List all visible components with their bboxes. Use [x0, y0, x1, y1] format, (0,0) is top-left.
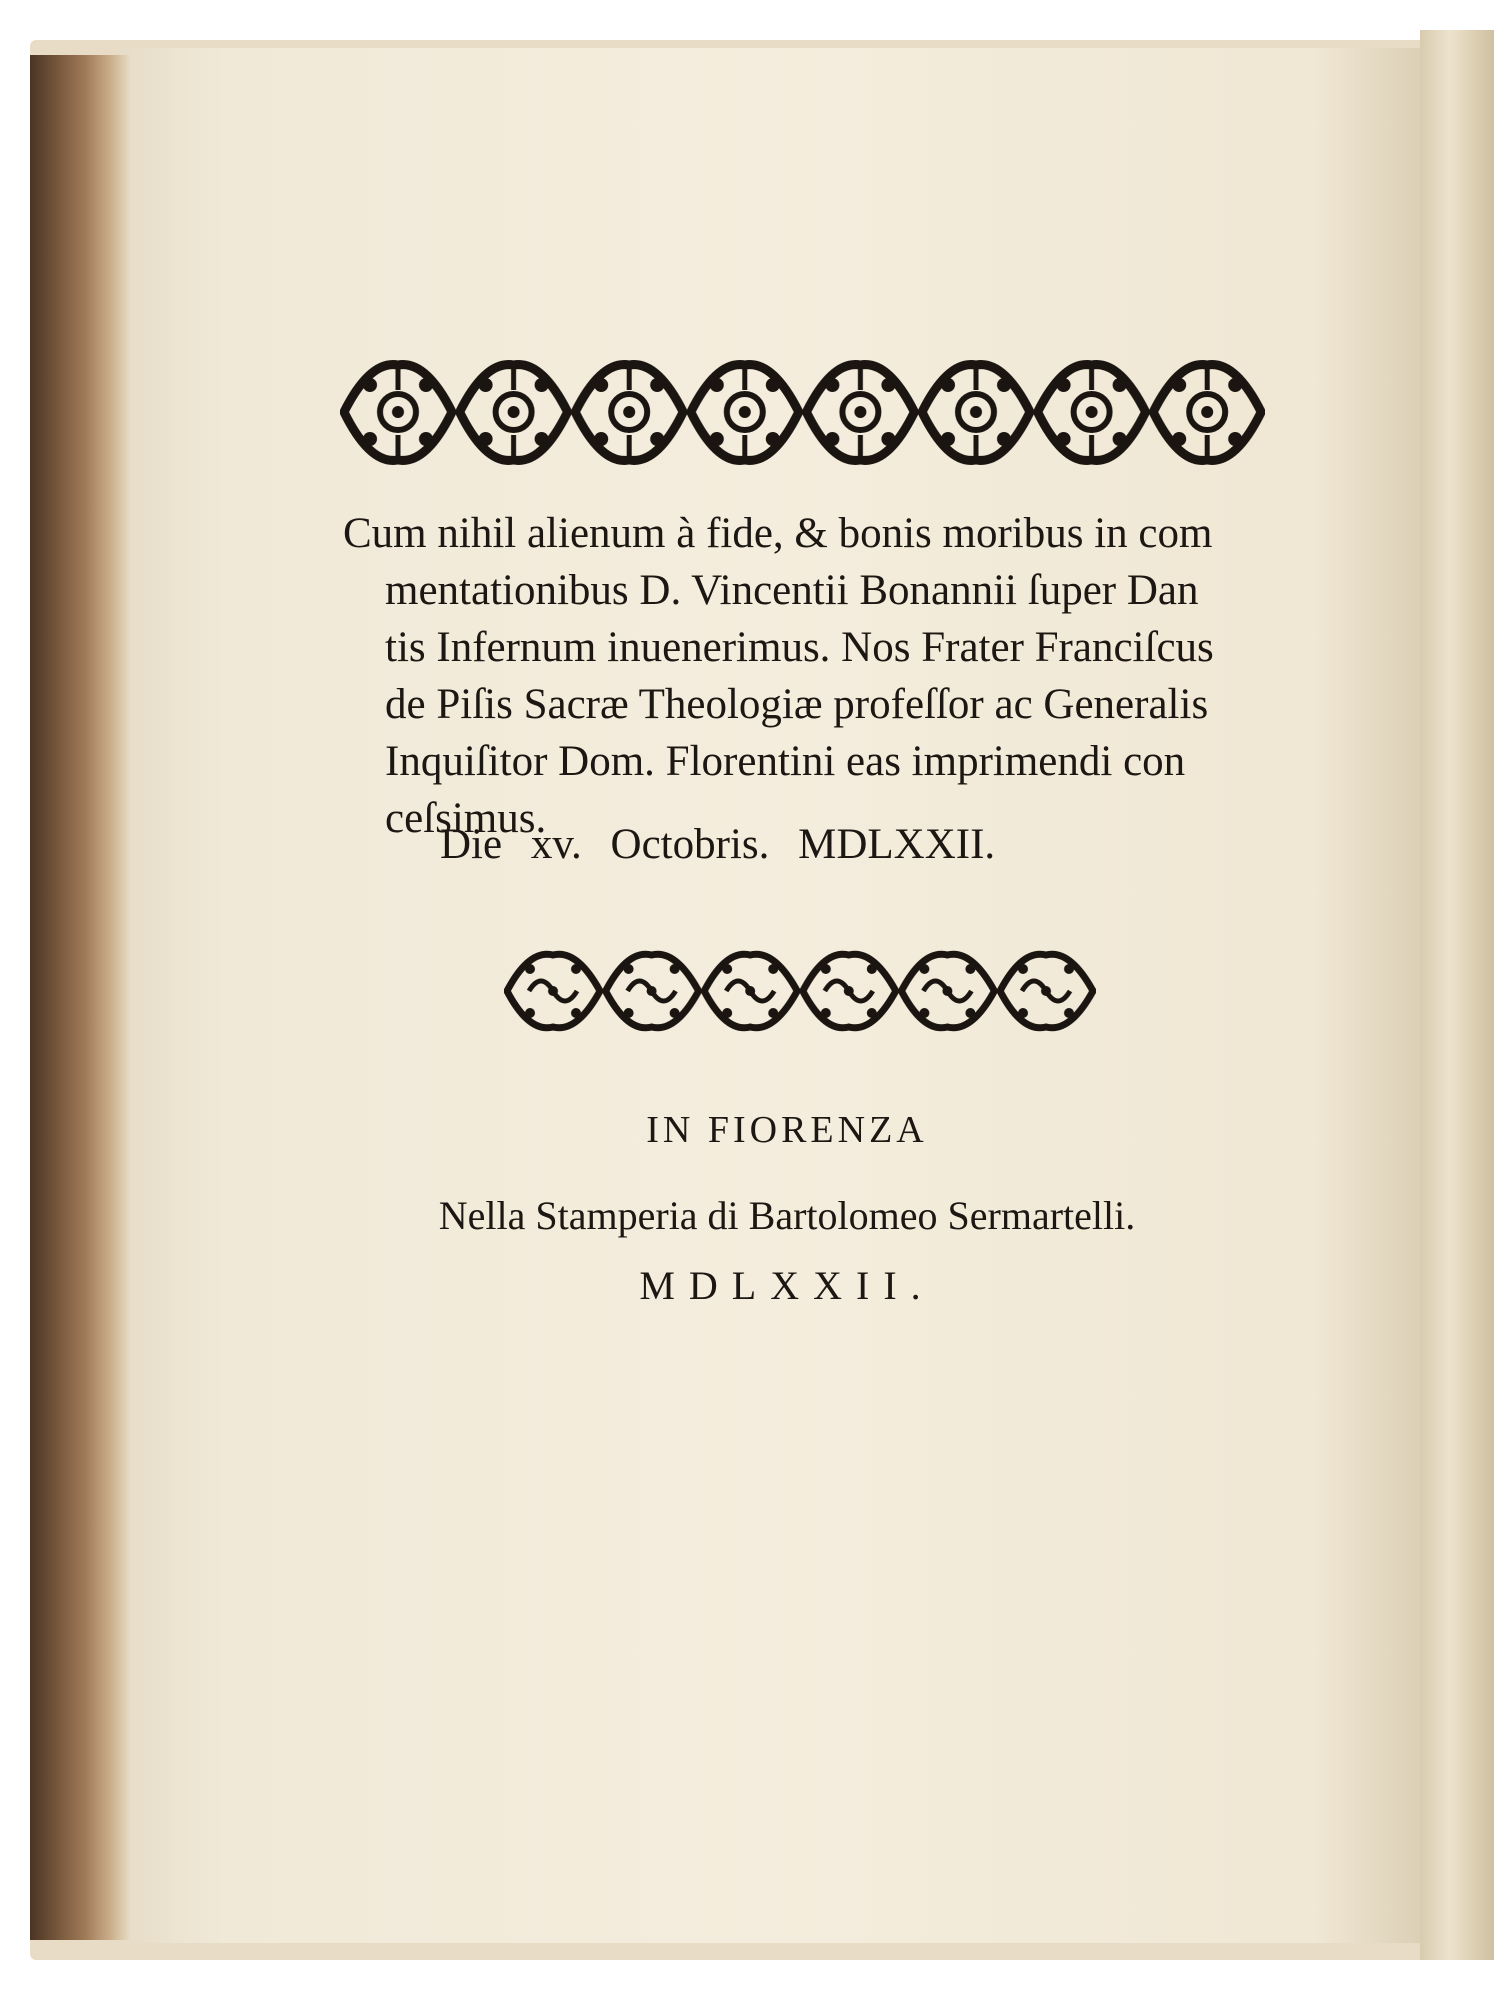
imprimatur-line: Inquiſitor Dom. Florentini eas imprimendi con [385, 738, 1186, 785]
facing-page-edge [1420, 30, 1494, 1960]
page-edges [30, 55, 130, 1940]
imprint-year: MDLXXII. [639, 1263, 935, 1308]
imprimatur-line: tis Infernum inuenerimus. Nos Frater Franciſcus [385, 624, 1214, 671]
imprimatur-line: Cum nihil alienum à fide, & bonis moribus in com [343, 510, 1213, 557]
imprimatur-line: mentationibus D. Vincentii Bonannii ſuper Dan [385, 567, 1199, 614]
imprimatur-line: ceſsimus. [385, 795, 547, 842]
ornament-band-bottom [504, 943, 1096, 1039]
imprint-printer: Nella Stamperia di Bartolomeo Sermartelli. [438, 1193, 1136, 1238]
ornament-band-top [340, 355, 1265, 470]
imprint-place: IN FIORENZA [646, 1109, 928, 1151]
imprimatur-paragraph [343, 505, 1273, 847]
imprimatur-date: Die xv. Octobris. MDLXXII. [440, 821, 996, 868]
imprimatur-line: de Piſis Sacræ Theologiæ profeſſor ac Generalis [385, 681, 1209, 728]
